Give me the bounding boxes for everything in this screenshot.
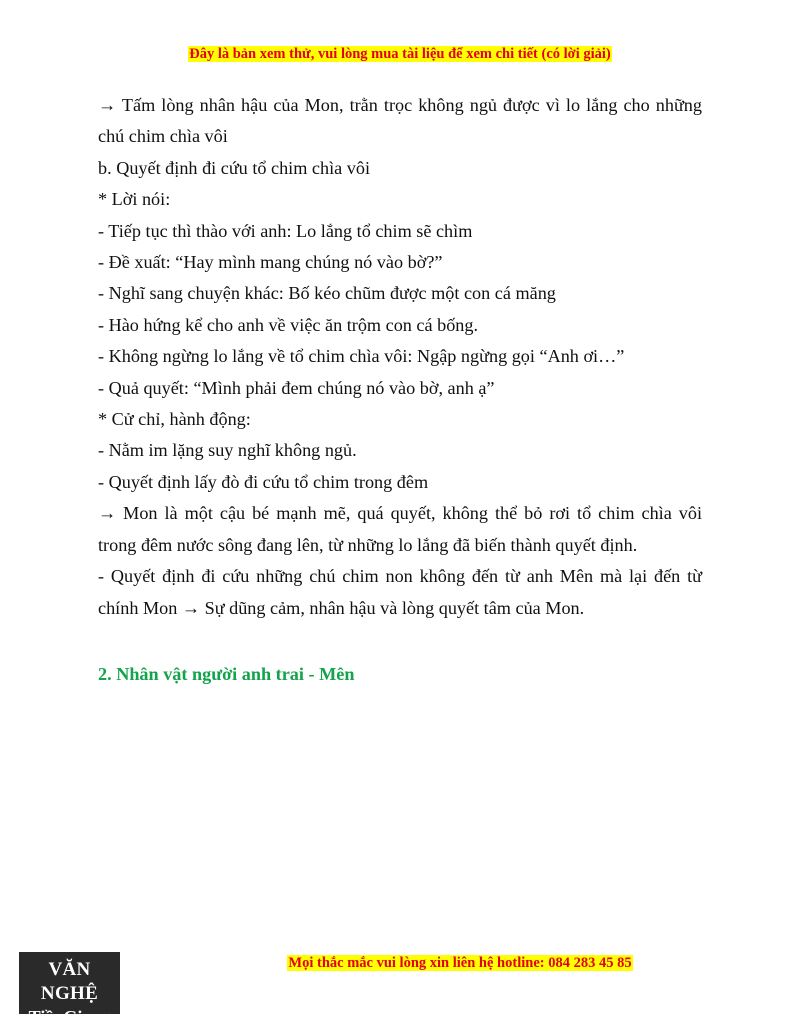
footer-hotline-text: Mọi thắc mắc vui lòng xin liên hệ hotline: 084 283 45 85 (288, 955, 632, 971)
label-speech: * Lời nói: (98, 189, 171, 210)
list-item: - Không ngừng lo lắng về tổ chim chìa vôi: Ngập ngừng gọi “Anh ơi…” (98, 346, 625, 367)
footer-hotline (120, 953, 800, 973)
document-body (98, 90, 702, 624)
logo-line-1: VĂN NGHỆ (40, 959, 99, 1004)
paragraph-conclusion-strength: → Mon là một cậu bé mạnh mẽ, quá quyết, không thể bỏ rơi tổ chim chìa vôi trong đêm nước sông đang lên, từ những lo lắng đã biến thành quyết định. (98, 503, 702, 555)
paragraph-conclusion-courage: - Quyết định đi cứu những chú chim non không đến từ anh Mên mà lại đến từ chính Mon → Sự dũng cảm, nhân hậu và lòng quyết tâm của Mon. (98, 566, 702, 618)
logo-line-2: TiềnGiang (28, 1007, 111, 1027)
list-item: - Nghĩ sang chuyện khác: Bố kéo chũm được một con cá măng (98, 283, 556, 304)
list-item: - Đề xuất: “Hay mình mang chúng nó vào bờ?” (98, 252, 443, 273)
list-item: - Nằm im lặng suy nghĩ không ngủ. (98, 440, 357, 461)
list-item: - Quyết định lấy đò đi cứu tổ chim trong đêm (98, 471, 429, 492)
list-item: - Hào hứng kể cho anh về việc ăn trộm con cá bống. (98, 314, 479, 335)
list-item: - Tiếp tục thì thào với anh: Lo lắng tổ chim sẽ chìm (98, 220, 473, 241)
preview-notice-banner (0, 44, 800, 64)
paragraph-conclusion-kindness: → Tấm lòng nhân hậu của Mon, trằn trọc không ngủ được vì lo lắng cho những chú chim chìa vôi (98, 95, 702, 147)
list-item: - Quả quyết: “Mình phải đem chúng nó vào bờ, anh ạ” (98, 377, 495, 398)
subheading-decision: b. Quyết định đi cứu tổ chim chìa vôi (98, 157, 371, 178)
publisher-logo (19, 952, 120, 1027)
preview-notice-text: Đây là bản xem thử, vui lòng mua tài liệu để xem chi tiết (có lời giải) (189, 46, 611, 62)
label-actions: * Cử chỉ, hành động: (98, 409, 251, 430)
section-heading: 2. Nhân vật người anh trai - Mên (98, 664, 355, 684)
